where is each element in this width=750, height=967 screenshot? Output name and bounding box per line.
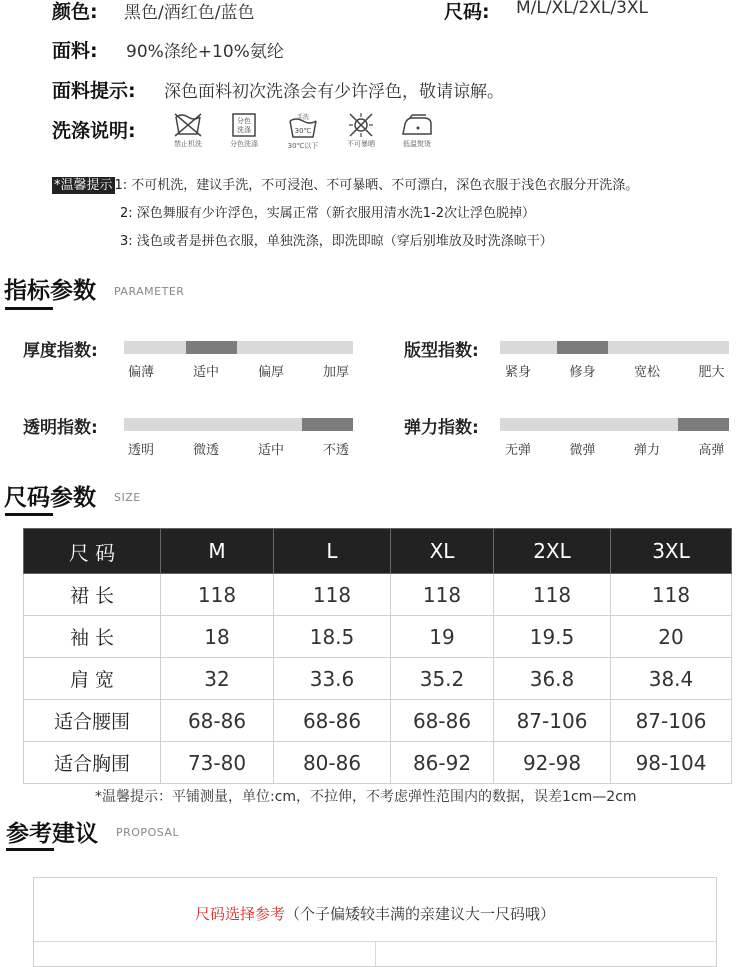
no-sun-icon: 不可暴晒 xyxy=(338,112,384,149)
color-value: 黑色/酒红色/蓝色 xyxy=(124,3,255,23)
size-label: 尺码: xyxy=(444,1,490,23)
parameter-section-subtitle: PARAMETER xyxy=(114,285,185,298)
size-header-cell: 尺 码 xyxy=(24,529,161,574)
table-cell: 18.5 xyxy=(274,616,391,658)
table-cell: 68-86 xyxy=(161,700,274,742)
proposal-highlight: 尺码选择参考 xyxy=(194,905,285,923)
fit-index-marker xyxy=(557,341,608,354)
row-label: 适合胸围 xyxy=(24,742,161,784)
table-cell: 86-92 xyxy=(391,742,494,784)
table-cell: 87-106 xyxy=(611,700,732,742)
proposal-box xyxy=(33,877,717,967)
color-label: 颜色: xyxy=(52,1,98,23)
table-cell: 80-86 xyxy=(274,742,391,784)
wash-tip-1: *温馨提示 1: 不可机洗，建议手洗，不可浸泡、不可暴晒、不可漂白，深色衣服于浅色衣服分开洗涤。 xyxy=(54,178,639,193)
row-label: 裙 长 xyxy=(24,574,161,616)
table-cell: 68-86 xyxy=(274,700,391,742)
table-cell: 118 xyxy=(494,574,611,616)
wash-label: 洗涤说明: xyxy=(52,120,136,142)
section-underline xyxy=(5,513,53,516)
elasticity-index-marker xyxy=(678,418,729,431)
table-cell: 87-106 xyxy=(494,700,611,742)
proposal-section-title: 参考建议 xyxy=(6,821,98,847)
table-cell: 73-80 xyxy=(161,742,274,784)
row-label: 适合腰围 xyxy=(24,700,161,742)
wash-separately-icon: 分色 洗涤 分色洗涤 xyxy=(221,112,267,149)
proposal-line xyxy=(34,903,716,924)
table-row xyxy=(24,658,732,700)
svg-text:手洗: 手洗 xyxy=(296,114,310,121)
fabric-label: 面料: xyxy=(52,40,98,62)
table-cell: 19 xyxy=(391,616,494,658)
fit-index-bar xyxy=(500,341,729,354)
table-cell: 20 xyxy=(611,616,732,658)
warm-tip-badge: *温馨提示 xyxy=(54,178,113,193)
size-section-subtitle: SIZE xyxy=(114,491,141,504)
table-cell: 118 xyxy=(161,574,274,616)
elasticity-index-ticks: 无弹 微弹 弹力 高弹 xyxy=(505,443,725,458)
size-header-cell: L xyxy=(274,529,391,574)
low-temp-iron-icon: 低温熨烫 xyxy=(394,112,440,149)
row-label: 肩 宽 xyxy=(24,658,161,700)
size-header-cell: 2XL xyxy=(494,529,611,574)
table-cell: 118 xyxy=(274,574,391,616)
table-cell: 36.8 xyxy=(494,658,611,700)
fabric-tip-label: 面料提示: xyxy=(52,80,136,102)
table-cell: 33.6 xyxy=(274,658,391,700)
size-table-header xyxy=(24,529,732,574)
transparency-index-label: 透明指数: xyxy=(23,418,98,438)
fabric-value: 90%涤纶+10%氨纶 xyxy=(126,42,284,62)
section-underline xyxy=(6,848,54,851)
transparency-index-bar xyxy=(124,418,353,431)
table-row xyxy=(24,616,732,658)
transparency-index-marker xyxy=(302,418,353,431)
svg-text:30℃: 30℃ xyxy=(294,127,312,135)
table-cell: 118 xyxy=(611,574,732,616)
thickness-index-ticks: 偏薄 适中 偏厚 加厚 xyxy=(128,365,350,380)
thickness-index-bar xyxy=(124,341,353,354)
table-cell: 98-104 xyxy=(611,742,732,784)
table-cell: 92-98 xyxy=(494,742,611,784)
section-underline xyxy=(5,307,53,310)
table-row xyxy=(24,700,732,742)
size-table xyxy=(23,528,732,784)
transparency-index-ticks: 透明 微透 适中 不透 xyxy=(128,443,350,458)
thickness-index-marker xyxy=(186,341,237,354)
table-cell: 118 xyxy=(391,574,494,616)
parameter-section-title: 指标参数 xyxy=(4,278,96,304)
size-section-title: 尺码参数 xyxy=(4,485,96,511)
table-cell: 19.5 xyxy=(494,616,611,658)
fit-index-ticks: 紧身 修身 宽松 肥大 xyxy=(505,365,725,380)
fabric-tip-value: 深色面料初次洗涤会有少许浮色，敬请谅解。 xyxy=(164,82,504,102)
size-header-cell: XL xyxy=(391,529,494,574)
hand-wash-30-icon: 手洗 30℃ 30℃以下 xyxy=(287,114,319,150)
proposal-section-subtitle: PROPOSAL xyxy=(116,826,180,839)
thickness-index-label: 厚度指数: xyxy=(23,341,98,361)
elasticity-index-bar xyxy=(500,418,729,431)
table-cell: 35.2 xyxy=(391,658,494,700)
table-row xyxy=(24,742,732,784)
table-row xyxy=(24,574,732,616)
no-machine-wash-icon: 禁止机洗 xyxy=(165,112,211,149)
table-cell: 68-86 xyxy=(391,700,494,742)
wash-tip-2: 2: 深色舞服有少许浮色，实属正常（新衣服用清水洗1-2次让浮色脱掉） xyxy=(120,206,536,221)
size-note: *温馨提示：平铺测量，单位:cm，不拉伸，不考虑弹性范围内的数据，误差1cm—2cm xyxy=(95,789,637,805)
row-label: 袖 长 xyxy=(24,616,161,658)
fit-index-label: 版型指数: xyxy=(404,341,479,361)
svg-text:洗涤: 洗涤 xyxy=(237,126,251,134)
table-cell: 18 xyxy=(161,616,274,658)
size-header-cell: M xyxy=(161,529,274,574)
table-cell: 38.4 xyxy=(611,658,732,700)
table-cell: 32 xyxy=(161,658,274,700)
size-value: M/L/XL/2XL/3XL xyxy=(516,0,649,18)
proposal-column-divider xyxy=(375,941,376,966)
svg-text:分色: 分色 xyxy=(237,117,251,125)
proposal-text: （个子偏矮较丰满的亲建议大一尺码哦） xyxy=(285,905,556,923)
elasticity-index-label: 弹力指数: xyxy=(404,418,479,438)
wash-tip-3: 3: 浅色或者是拼色衣服，单独洗涤，即洗即晾（穿后别堆放及时洗涤晾干） xyxy=(120,234,553,249)
size-header-cell: 3XL xyxy=(611,529,732,574)
